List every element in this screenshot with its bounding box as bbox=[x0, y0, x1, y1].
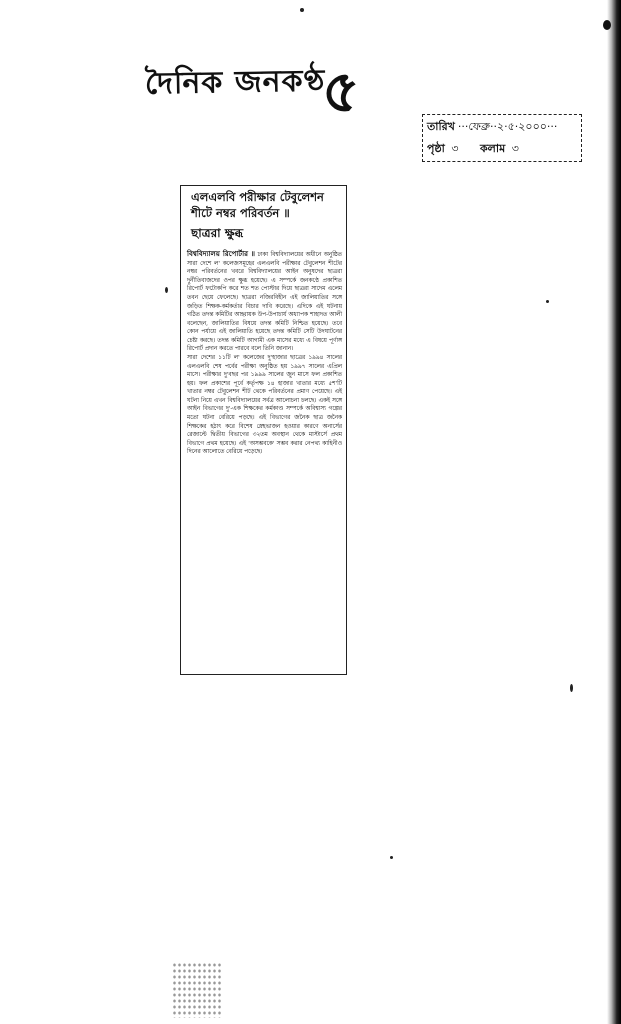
stamp-column-value: ৩ bbox=[511, 142, 519, 155]
article-paragraph: সারা দেশের ১১টি ল' কলেজের দু'হাজার ছাত্রের ১৯৯৪ সালের এলএলবি শেষ পর্বের পরীক্ষা অনুষ্ঠিত হয় ১৯৯৭ সালের এপ্রিল মাসে। পরীক্ষার দু'বছর পর ১৯৯৯ সালের জুন মাসে ফল প্রকাশিত হয়। ফল প্রকাশের পূর্বে কর্তৃপক্ষ ১৪ হাজার খাতার মধ্যে ৫শ'টি খাতার নম্বর টেবুলেশন শীট থেকে পরিবর্তনের প্রমাণ পেয়েছে। এই ঘটনা নিয়ে এখন বিশ্ববিদ্যালয়ের সর্বত্র আলোচনা চলছে। একই সঙ্গে আইন বিভাগের দু'-এক শিক্ষকের কর্মকাণ্ড সম্পর্কে অবিশ্বাস্য গল্পের মতো ঘটনা বেরিয়ে পড়ছে। এই বিভাগের জনৈক ছাত্র জনৈক শিক্ষকের হঠাৎ করে বিশেষ স্নেহভাজন হওয়ার কারণে অনার্সের রেজাল্টে দ্বিতীয় বিভাগের ৩২তম অবস্থান থেকে মাস্টার্সে প্রথম বিভাগে প্রথম হয়েছে। এই 'অসম্ভবকে' সম্ভব করার নেপথ্য কাহিনীও দিনের আলোতে বেরিয়ে পড়েছে। bbox=[187, 354, 342, 456]
news-clipping bbox=[180, 185, 347, 675]
paragraph-text: ঢাকা বিশ্ববিদ্যালয়ের অধীনে অনুষ্ঠিত সারা দেশে ল' কলেজসমূহের এলএলবি পরীক্ষার টেবুলেশন শীটের নম্বর পরিবর্তনের খবরে বিশ্ববিদ্যালয়ের আইন অনুষদের ছাত্ররা দুর্নীতিবাজদের ওপর ক্ষুব্ধ হয়েছে। এ সম্পর্কে জনকণ্ঠে প্রকাশিত রিপোর্ট ফটোকপি করে শত শত পোস্টার দিয়ে ছাত্ররা সাদেম এলেম তবন ছেয়ে ফেলেছে। ছাত্ররা নজিরবিহীন এই জালিয়াতির সঙ্গে জড়িত শিক্ষক-কর্মকর্তার বিচার দাবি করেছে। এদিকে এই ঘটনায় গঠিত তদন্ত কমিটির আহ্বায়ক উপ-উপাচার্য অধ্যাপক শাহাদত আলী বলেছেন, জালিয়াতির বিষয়ে তদন্ত কমিটি নিশ্চিত হয়েছে। তবে কোন পর্যায়ে এই জালিয়াতি হয়েছে তদন্ত কমিটি সেটি উদঘাটনের চেষ্টা করছে। তদন্ত কমিটি আগামী এক মাসের মধ্যে এ বিষয়ে পূর্ণাঙ্গ রিপোর্ট প্রদান করতে পারবে বলে তিনি জানান। bbox=[187, 252, 342, 353]
paper-speck bbox=[300, 8, 304, 12]
paper-speck bbox=[546, 300, 549, 303]
stamp-column-label: কলাম bbox=[479, 142, 506, 155]
article-byline: বিশ্ববিদ্যালয় রিপোর্টার ॥ bbox=[187, 249, 255, 259]
clipping-body bbox=[187, 249, 342, 457]
clipping-subhead: ছাত্ররা ক্ষুব্ধ bbox=[191, 226, 244, 241]
article-paragraph bbox=[187, 249, 342, 354]
scan-smudge bbox=[172, 962, 222, 1018]
newspaper-masthead: দৈনিক জনকণ্ঠ bbox=[144, 63, 326, 102]
stamp-page-value: ৩ bbox=[451, 142, 459, 155]
clipping-headline bbox=[191, 190, 342, 221]
headline-line: শীটে নম্বর পরিবর্তন ॥ bbox=[191, 205, 290, 220]
paper-speck bbox=[570, 684, 573, 692]
page-edge-shadow bbox=[607, 0, 621, 1024]
archive-stamp bbox=[422, 114, 582, 162]
paper-speck bbox=[165, 287, 168, 293]
headline-line: এলএলবি পরীক্ষার টেবুলেশন bbox=[191, 190, 324, 204]
stamp-date-row bbox=[427, 118, 557, 137]
stamp-page-row bbox=[427, 140, 519, 159]
stamp-date-value: ···ফেব্রু··২·৫·২০০০··· bbox=[457, 120, 558, 133]
handwritten-page-mark: ৫ bbox=[322, 57, 360, 125]
stamp-page-label: পৃষ্ঠা bbox=[427, 142, 445, 155]
edge-spot bbox=[603, 20, 611, 30]
paper-speck bbox=[390, 856, 393, 859]
stamp-date-label: তারিখ bbox=[427, 120, 455, 133]
